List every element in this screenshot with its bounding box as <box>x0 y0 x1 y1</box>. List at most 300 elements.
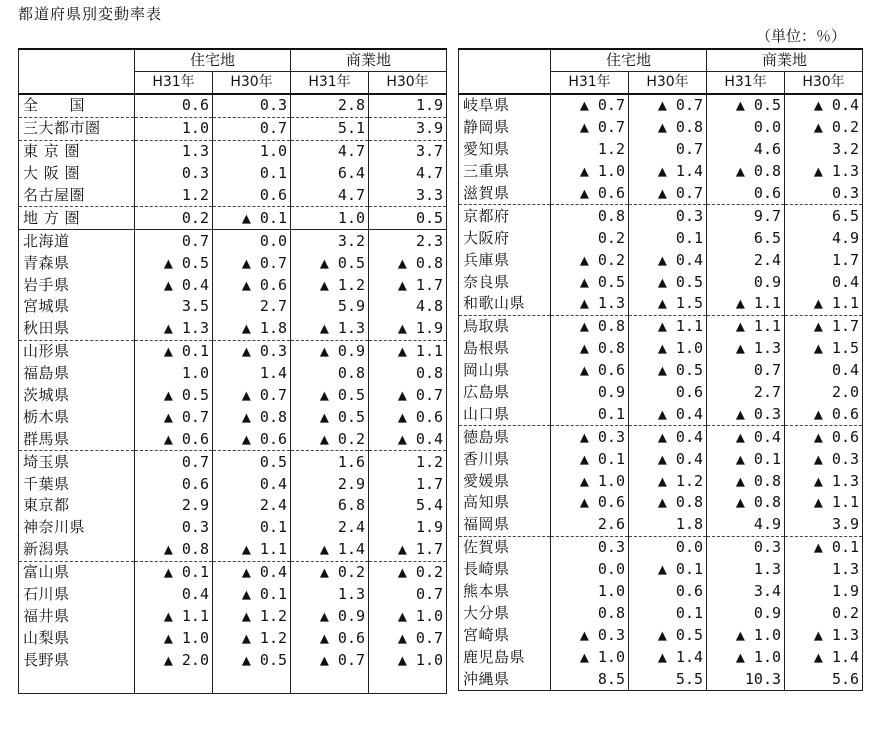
commercial-h31: ▲ 0.6 <box>291 627 369 649</box>
header-blank <box>459 72 551 95</box>
residential-h31: ▲ 1.0 <box>551 470 629 492</box>
residential-h31: 1.0 <box>551 581 629 603</box>
commercial-h31: ▲ 0.4 <box>707 426 785 448</box>
table-row <box>459 227 863 249</box>
prefecture-name: 石川県 <box>19 584 135 606</box>
commercial-h31: 3.2 <box>291 230 369 252</box>
residential-h30: ▲ 0.4 <box>629 403 707 425</box>
commercial-h30: ▲ 0.2 <box>369 561 447 583</box>
residential-h31: ▲ 1.0 <box>551 646 629 668</box>
residential-h30: ▲ 0.1 <box>213 584 291 606</box>
header-row-year <box>459 72 863 95</box>
commercial-h31: 6.8 <box>291 495 369 517</box>
table-row <box>19 584 447 606</box>
table-row <box>19 517 447 539</box>
residential-h30: ▲ 0.8 <box>213 406 291 428</box>
prefecture-name: 兵庫県 <box>459 249 551 271</box>
table-row <box>459 382 863 404</box>
residential-h30: 0.3 <box>629 205 707 227</box>
blank-cell <box>369 671 447 693</box>
residential-h31: ▲ 0.6 <box>551 492 629 514</box>
commercial-h30: 2.3 <box>369 230 447 252</box>
residential-h30: ▲ 1.2 <box>213 605 291 627</box>
commercial-h30: ▲ 0.3 <box>785 448 863 470</box>
prefecture-name: 福岡県 <box>459 514 551 536</box>
commercial-h31: 0.9 <box>707 271 785 293</box>
commercial-h31: 1.0 <box>291 207 369 230</box>
table-row <box>19 649 447 671</box>
prefecture-name: 福島県 <box>19 363 135 385</box>
table-row <box>459 293 863 315</box>
prefecture-name: 宮崎県 <box>459 624 551 646</box>
residential-h30: ▲ 0.6 <box>213 274 291 296</box>
table-row <box>459 338 863 360</box>
residential-h31: ▲ 0.7 <box>551 117 629 139</box>
residential-h31: 0.3 <box>135 163 213 185</box>
prefecture-name: 東京都 <box>19 495 135 517</box>
residential-h31: 8.5 <box>551 668 629 690</box>
residential-h31: 0.0 <box>551 559 629 581</box>
blank-cell <box>213 671 291 693</box>
commercial-h30: 3.7 <box>369 140 447 162</box>
residential-h30: 1.0 <box>213 140 291 162</box>
residential-h31: 2.6 <box>551 514 629 536</box>
prefecture-name: 佐賀県 <box>459 536 551 558</box>
header-blank <box>19 72 135 95</box>
commercial-h30: ▲ 0.4 <box>369 428 447 450</box>
commercial-h30: 1.3 <box>785 559 863 581</box>
prefecture-name: 栃木県 <box>19 406 135 428</box>
header-com-h30: H30年 <box>785 72 863 95</box>
residential-h30: ▲ 0.8 <box>629 117 707 139</box>
residential-h31: ▲ 0.6 <box>551 360 629 382</box>
prefecture-name: 島根県 <box>459 338 551 360</box>
commercial-h31: 2.7 <box>707 382 785 404</box>
prefecture-name: 千葉県 <box>19 473 135 495</box>
table-row <box>459 315 863 337</box>
table-row <box>19 318 447 340</box>
prefecture-name: 長崎県 <box>459 559 551 581</box>
residential-h30: ▲ 1.2 <box>213 627 291 649</box>
residential-h30: 0.6 <box>629 581 707 603</box>
residential-h31: 3.5 <box>135 296 213 318</box>
commercial-h30: 3.2 <box>785 139 863 161</box>
residential-h31: ▲ 0.8 <box>551 338 629 360</box>
header-residential: 住宅地 <box>135 49 291 72</box>
residential-h31: ▲ 0.1 <box>135 340 213 362</box>
residential-h30: ▲ 0.4 <box>629 426 707 448</box>
residential-h30: 0.0 <box>629 536 707 558</box>
commercial-h30: 0.4 <box>785 360 863 382</box>
commercial-h31: ▲ 0.2 <box>291 428 369 450</box>
residential-h30: 0.1 <box>629 602 707 624</box>
residential-h30: 0.1 <box>213 163 291 185</box>
commercial-h30: 3.9 <box>369 117 447 140</box>
commercial-h31: ▲ 1.2 <box>291 274 369 296</box>
commercial-h31: ▲ 1.3 <box>291 318 369 340</box>
residential-h30: 0.7 <box>629 139 707 161</box>
commercial-h31: 2.4 <box>291 517 369 539</box>
residential-h31: ▲ 2.0 <box>135 649 213 671</box>
residential-h31: 0.7 <box>135 451 213 473</box>
commercial-h30: 1.9 <box>369 517 447 539</box>
table-row <box>19 207 447 230</box>
residential-h31: 0.9 <box>551 382 629 404</box>
residential-h30: ▲ 1.8 <box>213 318 291 340</box>
blank-row <box>19 671 447 693</box>
header-row-group <box>19 49 447 72</box>
commercial-h31: ▲ 1.0 <box>707 624 785 646</box>
residential-h30: ▲ 1.1 <box>629 315 707 337</box>
residential-h31: 0.7 <box>135 230 213 252</box>
prefecture-name: 岩手県 <box>19 274 135 296</box>
commercial-h30: 4.7 <box>369 163 447 185</box>
commercial-h31: ▲ 1.1 <box>707 293 785 315</box>
prefecture-name: 茨城県 <box>19 385 135 407</box>
residential-h31: ▲ 0.5 <box>135 385 213 407</box>
residential-h30: 0.6 <box>213 185 291 207</box>
residential-h30: 0.3 <box>213 94 291 117</box>
prefecture-name: 奈良県 <box>459 271 551 293</box>
commercial-h30: ▲ 1.0 <box>369 605 447 627</box>
table-row <box>19 539 447 561</box>
commercial-h30: 4.9 <box>785 227 863 249</box>
residential-h31: 1.3 <box>135 140 213 162</box>
table-row <box>459 536 863 558</box>
commercial-h30: 1.7 <box>369 473 447 495</box>
residential-h31: ▲ 0.3 <box>551 426 629 448</box>
residential-h31: ▲ 1.0 <box>551 161 629 183</box>
prefecture-name: 高知県 <box>459 492 551 514</box>
residential-h30: ▲ 0.3 <box>213 340 291 362</box>
table-row <box>19 627 447 649</box>
commercial-h31: 10.3 <box>707 668 785 690</box>
residential-h30: ▲ 0.7 <box>629 183 707 205</box>
commercial-h30: ▲ 0.7 <box>369 385 447 407</box>
residential-h30: ▲ 0.5 <box>213 649 291 671</box>
prefecture-name: 鳥取県 <box>459 315 551 337</box>
prefecture-name: 長野県 <box>19 649 135 671</box>
commercial-h31: ▲ 0.2 <box>291 561 369 583</box>
header-blank <box>459 49 551 72</box>
residential-h31: 0.1 <box>551 403 629 425</box>
residential-h30: ▲ 0.7 <box>629 94 707 117</box>
prefecture-name: 埼玉県 <box>19 451 135 473</box>
residential-h30: ▲ 0.4 <box>213 561 291 583</box>
commercial-h31: 1.3 <box>707 559 785 581</box>
commercial-h31: 0.7 <box>707 360 785 382</box>
commercial-h31: 5.9 <box>291 296 369 318</box>
residential-h30: ▲ 0.4 <box>629 249 707 271</box>
table-row <box>459 448 863 470</box>
residential-h30: ▲ 0.8 <box>629 492 707 514</box>
table-row <box>459 668 863 690</box>
prefecture-name: 三重県 <box>459 161 551 183</box>
commercial-h31: 6.5 <box>707 227 785 249</box>
commercial-h30: 0.7 <box>369 584 447 606</box>
residential-h30: ▲ 1.2 <box>629 470 707 492</box>
table-row <box>459 403 863 425</box>
residential-h31: 0.3 <box>551 536 629 558</box>
prefecture-name: 滋賀県 <box>459 183 551 205</box>
commercial-h31: 0.3 <box>707 536 785 558</box>
table-row <box>19 406 447 428</box>
residential-h30: ▲ 0.1 <box>213 207 291 230</box>
residential-h30: ▲ 0.5 <box>629 624 707 646</box>
commercial-h31: ▲ 0.5 <box>707 94 785 117</box>
residential-h31: ▲ 0.2 <box>551 249 629 271</box>
residential-h30: ▲ 0.5 <box>629 271 707 293</box>
commercial-h30: 0.4 <box>785 271 863 293</box>
residential-h31: 2.9 <box>135 495 213 517</box>
commercial-h30: ▲ 1.1 <box>785 293 863 315</box>
residential-h31: 0.4 <box>135 584 213 606</box>
table-row <box>19 252 447 274</box>
residential-h31: 0.6 <box>135 473 213 495</box>
table-row <box>459 117 863 139</box>
commercial-h30: ▲ 1.1 <box>369 340 447 362</box>
residential-h31: 0.8 <box>551 602 629 624</box>
table-row <box>459 624 863 646</box>
table-row <box>19 94 447 117</box>
table-row <box>19 363 447 385</box>
commercial-h31: ▲ 0.5 <box>291 406 369 428</box>
residential-h31: ▲ 0.1 <box>135 561 213 583</box>
prefecture-name: 北海道 <box>19 230 135 252</box>
commercial-h31: 2.8 <box>291 94 369 117</box>
commercial-h31: ▲ 1.4 <box>291 539 369 561</box>
commercial-h30: ▲ 0.1 <box>785 536 863 558</box>
prefecture-name: 山梨県 <box>19 627 135 649</box>
prefecture-name: 沖縄県 <box>459 668 551 690</box>
prefecture-name: 熊本県 <box>459 581 551 603</box>
commercial-h31: 2.9 <box>291 473 369 495</box>
table-row <box>19 140 447 162</box>
prefecture-name: 岡山県 <box>459 360 551 382</box>
prefecture-name: 宮城県 <box>19 296 135 318</box>
commercial-h30: 5.4 <box>369 495 447 517</box>
residential-h31: ▲ 0.7 <box>551 94 629 117</box>
prefecture-name: 神奈川県 <box>19 517 135 539</box>
table-row <box>19 473 447 495</box>
residential-h30: ▲ 0.5 <box>629 360 707 382</box>
prefecture-name: 青森県 <box>19 252 135 274</box>
commercial-h30: 2.0 <box>785 382 863 404</box>
prefecture-name: 名古屋圏 <box>19 185 135 207</box>
header-res-h30: H30年 <box>629 72 707 95</box>
residential-h30: ▲ 1.4 <box>629 161 707 183</box>
table-row <box>459 602 863 624</box>
residential-h30: 0.0 <box>213 230 291 252</box>
commercial-h30: 1.7 <box>785 249 863 271</box>
residential-h31: 0.8 <box>551 205 629 227</box>
blank-cell <box>135 671 213 693</box>
header-row-group <box>459 49 863 72</box>
commercial-h30: ▲ 0.4 <box>785 94 863 117</box>
commercial-h30: ▲ 0.6 <box>785 403 863 425</box>
table-row <box>459 94 863 117</box>
header-res-h31: H31年 <box>551 72 629 95</box>
left-panel-table <box>18 48 447 694</box>
residential-h30: 0.7 <box>213 117 291 140</box>
residential-h30: 0.5 <box>213 451 291 473</box>
commercial-h30: ▲ 1.5 <box>785 338 863 360</box>
prefecture-name: 秋田県 <box>19 318 135 340</box>
table-row <box>459 271 863 293</box>
residential-h31: 0.3 <box>135 517 213 539</box>
prefecture-name: 徳島県 <box>459 426 551 448</box>
prefecture-name: 岐阜県 <box>459 94 551 117</box>
prefecture-name: 香川県 <box>459 448 551 470</box>
unit-label: （単位：％） <box>755 27 846 45</box>
residential-h30: ▲ 0.6 <box>213 428 291 450</box>
commercial-h30: ▲ 1.3 <box>785 624 863 646</box>
commercial-h30: 3.3 <box>369 185 447 207</box>
blank-cell <box>19 671 135 693</box>
commercial-h30: ▲ 1.3 <box>785 470 863 492</box>
commercial-h31: ▲ 0.5 <box>291 252 369 274</box>
residential-h30: 1.8 <box>629 514 707 536</box>
commercial-h31: 1.3 <box>291 584 369 606</box>
commercial-h31: ▲ 1.3 <box>707 338 785 360</box>
commercial-h30: ▲ 1.7 <box>785 315 863 337</box>
table-row <box>459 581 863 603</box>
commercial-h30: 0.2 <box>785 602 863 624</box>
residential-h30: 0.1 <box>213 517 291 539</box>
prefecture-name: 愛媛県 <box>459 470 551 492</box>
prefecture-name: 山口県 <box>459 403 551 425</box>
residential-h31: ▲ 0.5 <box>135 252 213 274</box>
table-row <box>459 139 863 161</box>
right-table-body <box>459 49 863 691</box>
commercial-h31: ▲ 0.9 <box>291 340 369 362</box>
commercial-h31: ▲ 1.1 <box>707 315 785 337</box>
header-commercial: 商業地 <box>707 49 863 72</box>
prefecture-name: 新潟県 <box>19 539 135 561</box>
commercial-h31: 4.9 <box>707 514 785 536</box>
right-panel-table <box>458 48 863 691</box>
prefecture-name: 大 阪 圏 <box>19 163 135 185</box>
commercial-h31: ▲ 0.5 <box>291 385 369 407</box>
commercial-h31: ▲ 0.7 <box>291 649 369 671</box>
commercial-h30: ▲ 1.3 <box>785 161 863 183</box>
commercial-h31: 1.6 <box>291 451 369 473</box>
table-row <box>459 161 863 183</box>
residential-h30: ▲ 0.4 <box>629 448 707 470</box>
table-row <box>19 605 447 627</box>
residential-h31: ▲ 0.6 <box>135 428 213 450</box>
table-row <box>19 230 447 252</box>
commercial-h30: 0.8 <box>369 363 447 385</box>
commercial-h31: 0.9 <box>707 602 785 624</box>
commercial-h31: 0.0 <box>707 117 785 139</box>
prefecture-name: 静岡県 <box>459 117 551 139</box>
table-row <box>459 183 863 205</box>
residential-h30: ▲ 0.7 <box>213 252 291 274</box>
header-residential: 住宅地 <box>551 49 707 72</box>
residential-h31: ▲ 1.1 <box>135 605 213 627</box>
prefecture-name: 和歌山県 <box>459 293 551 315</box>
header-res-h31: H31年 <box>135 72 213 95</box>
table-title: 都道府県別変動率表 <box>18 5 163 23</box>
residential-h31: 1.0 <box>135 117 213 140</box>
prefecture-name: 大分県 <box>459 602 551 624</box>
prefecture-name: 鹿児島県 <box>459 646 551 668</box>
commercial-h30: 1.9 <box>369 94 447 117</box>
commercial-h30: ▲ 1.0 <box>369 649 447 671</box>
commercial-h31: 4.7 <box>291 185 369 207</box>
commercial-h30: 5.6 <box>785 668 863 690</box>
commercial-h30: 6.5 <box>785 205 863 227</box>
table-row <box>459 492 863 514</box>
prefecture-name: 広島県 <box>459 382 551 404</box>
residential-h30: ▲ 1.5 <box>629 293 707 315</box>
residential-h31: ▲ 0.5 <box>551 271 629 293</box>
residential-h31: ▲ 0.7 <box>135 406 213 428</box>
commercial-h31: ▲ 0.8 <box>707 492 785 514</box>
commercial-h30: ▲ 0.7 <box>369 627 447 649</box>
commercial-h31: ▲ 1.0 <box>707 646 785 668</box>
residential-h30: ▲ 0.7 <box>213 385 291 407</box>
residential-h31: 0.2 <box>135 207 213 230</box>
residential-h31: 1.2 <box>135 185 213 207</box>
commercial-h30: ▲ 0.8 <box>369 252 447 274</box>
prefecture-name: 愛知県 <box>459 139 551 161</box>
residential-h30: ▲ 0.1 <box>629 559 707 581</box>
residential-h30: 1.4 <box>213 363 291 385</box>
commercial-h30: ▲ 0.2 <box>785 117 863 139</box>
table-row <box>19 117 447 140</box>
commercial-h30: 0.5 <box>369 207 447 230</box>
residential-h30: ▲ 1.0 <box>629 338 707 360</box>
residential-h30: 2.7 <box>213 296 291 318</box>
commercial-h31: ▲ 0.1 <box>707 448 785 470</box>
table-row <box>459 426 863 448</box>
commercial-h31: ▲ 0.9 <box>291 605 369 627</box>
commercial-h30: ▲ 1.7 <box>369 274 447 296</box>
prefecture-name: 東 京 圏 <box>19 140 135 162</box>
table-row <box>459 205 863 227</box>
residential-h30: 0.1 <box>629 227 707 249</box>
header-commercial: 商業地 <box>291 49 447 72</box>
prefecture-name: 山形県 <box>19 340 135 362</box>
table-row <box>459 360 863 382</box>
prefecture-name: 全 国 <box>19 94 135 117</box>
commercial-h30: ▲ 1.4 <box>785 646 863 668</box>
prefecture-name: 富山県 <box>19 561 135 583</box>
residential-h30: 5.5 <box>629 668 707 690</box>
table-row <box>459 514 863 536</box>
header-row-year <box>19 72 447 95</box>
residential-h31: 0.2 <box>551 227 629 249</box>
residential-h31: 0.6 <box>135 94 213 117</box>
prefecture-name: 大阪府 <box>459 227 551 249</box>
prefecture-name: 京都府 <box>459 205 551 227</box>
residential-h31: ▲ 0.4 <box>135 274 213 296</box>
residential-h30: 0.6 <box>629 382 707 404</box>
table-row <box>19 185 447 207</box>
table-row <box>459 559 863 581</box>
residential-h30: ▲ 1.4 <box>629 646 707 668</box>
table-row <box>459 646 863 668</box>
table-row <box>19 451 447 473</box>
residential-h30: 0.4 <box>213 473 291 495</box>
commercial-h30: 1.9 <box>785 581 863 603</box>
prefecture-name: 三大都市圏 <box>19 117 135 140</box>
header-com-h31: H31年 <box>291 72 369 95</box>
commercial-h31: ▲ 0.3 <box>707 403 785 425</box>
commercial-h30: ▲ 1.1 <box>785 492 863 514</box>
